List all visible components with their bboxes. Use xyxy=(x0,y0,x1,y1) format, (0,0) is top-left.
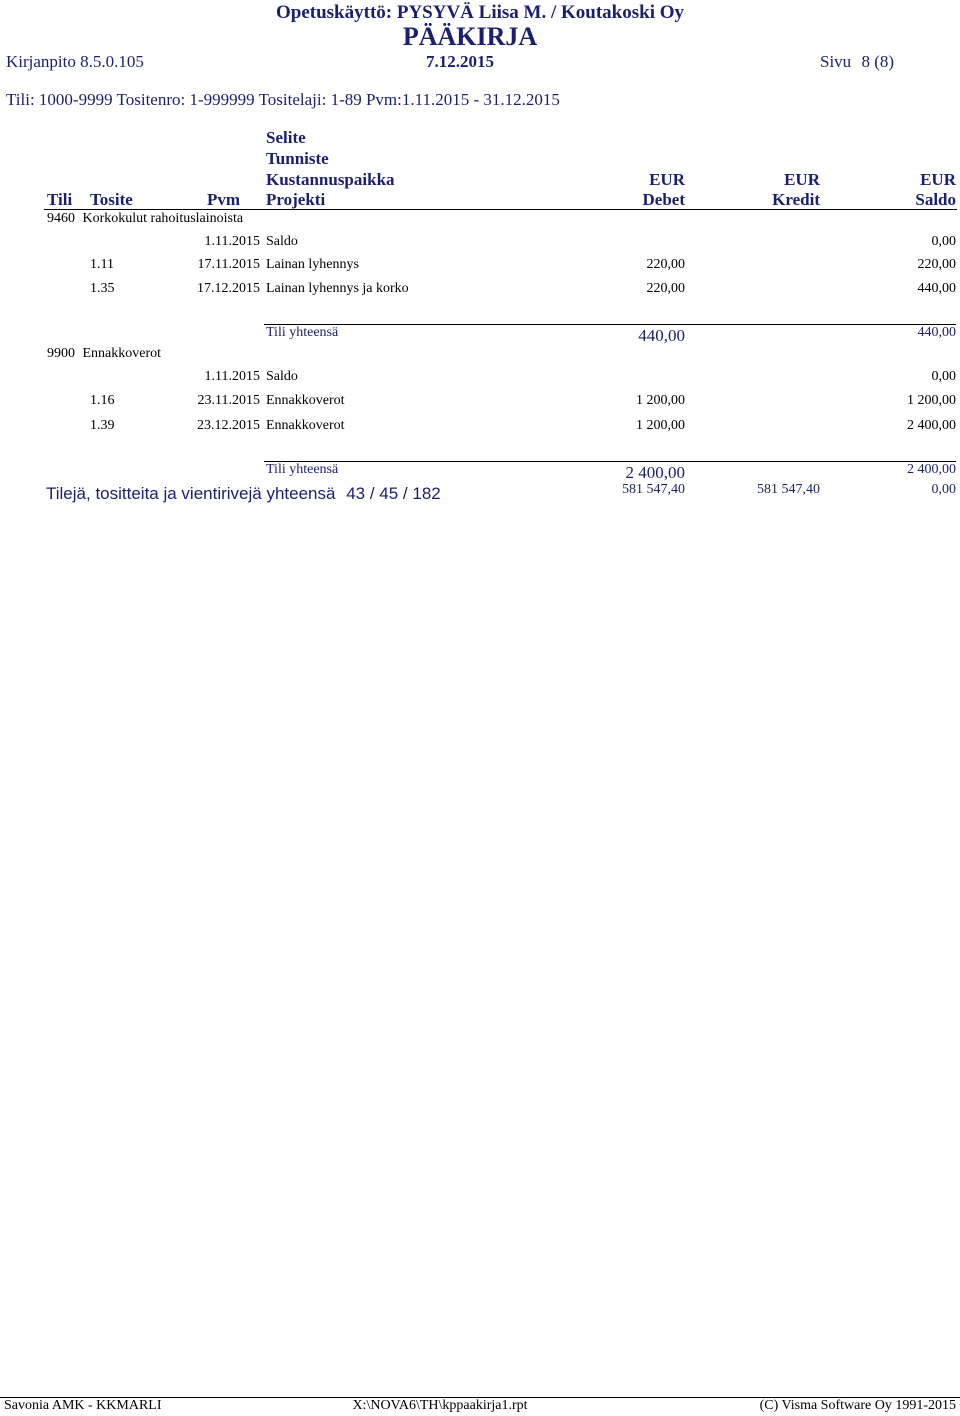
footer-right: (C) Visma Software Oy 1991-2015 xyxy=(759,1398,956,1413)
page-number xyxy=(820,52,894,72)
entry-date: 17.11.2015 xyxy=(197,257,260,272)
account-number: 9460 xyxy=(47,211,75,226)
col-selite: Selite xyxy=(266,128,306,147)
col-tili: Tili xyxy=(47,190,73,209)
entry-debet: 1 200,00 xyxy=(636,393,685,408)
grand-total-debet: 581 547,40 xyxy=(622,482,685,497)
entry-tosite: 1.39 xyxy=(90,418,115,433)
opening-saldo: 0,00 xyxy=(931,369,956,384)
col-kredit-currency: EUR xyxy=(784,170,820,189)
col-saldo-currency: EUR xyxy=(920,170,956,189)
account-total-saldo: 2 400,00 xyxy=(907,462,956,477)
entry-saldo: 1 200,00 xyxy=(907,393,956,408)
entry-date: 23.11.2015 xyxy=(197,393,260,408)
account-name: Korkokulut rahoituslainoista xyxy=(82,211,244,226)
account-heading xyxy=(47,211,243,227)
page-label: Sivu xyxy=(820,52,852,71)
col-projekti: Projekti xyxy=(266,190,326,209)
opening-label: Saldo xyxy=(266,234,298,249)
col-kredit: Kredit xyxy=(772,190,820,209)
program-version: Kirjanpito 8.5.0.105 xyxy=(6,52,144,71)
col-pvm: Pvm xyxy=(206,190,240,209)
report-filter: Tili: 1000-9999 Tositenro: 1-999999 Tositelaji: 1-89 Pvm:1.11.2015 - 31.12.2015 xyxy=(6,90,560,109)
footer-center: X:\NOVA6\TH\kppaakirja1.rpt xyxy=(352,1398,528,1413)
entry-date: 17.12.2015 xyxy=(197,281,260,296)
opening-label: Saldo xyxy=(266,369,298,384)
grand-total-label: Tilejä, tositteita ja vientirivejä yhteensä xyxy=(46,484,336,503)
col-kustannuspaikka: Kustannuspaikka xyxy=(266,170,395,189)
opening-saldo: 0,00 xyxy=(931,234,956,249)
entry-description: Lainan lyhennys xyxy=(266,257,359,272)
account-number: 9900 xyxy=(47,346,75,361)
header-rule xyxy=(44,209,957,210)
account-name: Ennakkoverot xyxy=(82,346,162,361)
page-value: 8 (8) xyxy=(861,52,895,71)
entry-saldo: 2 400,00 xyxy=(907,418,956,433)
entry-saldo: 220,00 xyxy=(917,257,956,272)
col-debet-currency: EUR xyxy=(649,170,685,189)
opening-date: 1.11.2015 xyxy=(204,234,260,249)
entry-tosite: 1.35 xyxy=(90,281,115,296)
company-name: Opetuskäyttö: PYSYVÄ Liisa M. / Koutakoski Oy xyxy=(275,2,685,23)
grand-total-line xyxy=(46,484,441,504)
grand-total-saldo: 0,00 xyxy=(931,482,956,497)
col-saldo: Saldo xyxy=(915,190,956,209)
col-debet: Debet xyxy=(642,190,685,209)
entry-tosite: 1.16 xyxy=(90,393,115,408)
entry-debet: 1 200,00 xyxy=(636,418,685,433)
account-total-label: Tili yhteensä xyxy=(266,462,339,477)
footer-left: Savonia AMK - KKMARLI xyxy=(4,1398,162,1413)
col-tunniste: Tunniste xyxy=(266,149,329,168)
account-heading xyxy=(47,346,161,362)
opening-date: 1.11.2015 xyxy=(204,369,260,384)
report-date: 7.12.2015 xyxy=(426,52,494,71)
entry-saldo: 440,00 xyxy=(917,281,956,296)
entry-debet: 220,00 xyxy=(646,257,685,272)
account-total-debet: 2 400,00 xyxy=(625,463,685,482)
account-total-saldo: 440,00 xyxy=(917,325,956,340)
account-total-label: Tili yhteensä xyxy=(266,325,339,340)
entry-description: Ennakkoverot xyxy=(266,393,345,408)
grand-total-kredit: 581 547,40 xyxy=(757,482,820,497)
entry-description: Lainan lyhennys ja korko xyxy=(266,281,409,296)
entry-description: Ennakkoverot xyxy=(266,418,345,433)
account-total-debet: 440,00 xyxy=(638,326,685,345)
entry-debet: 220,00 xyxy=(646,281,685,296)
report-title: PÄÄKIRJA xyxy=(402,22,538,51)
grand-total-counts: 43 / 45 / 182 xyxy=(346,484,441,503)
entry-tosite: 1.11 xyxy=(90,257,114,272)
entry-date: 23.12.2015 xyxy=(197,418,260,433)
col-tosite: Tosite xyxy=(90,190,133,209)
